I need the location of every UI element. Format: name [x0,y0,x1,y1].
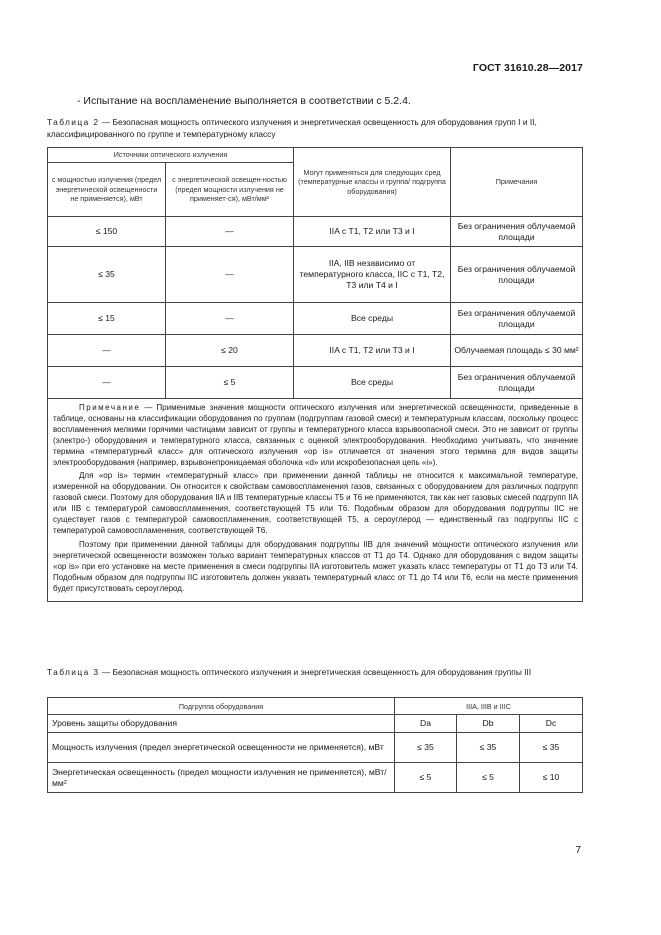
row-label: Уровень защиты оборудования [48,715,395,733]
subgroup-values-header: IIIA, IIIB и IIIC [395,698,583,715]
subgroup-header: Подгруппа оборудования [48,698,395,715]
cell-c: ≤ 35 [520,733,583,763]
document-code: ГОСТ 31610.28—2017 [472,62,583,74]
col2-header: с энергетической освещен-ностью (предел мощности излучения не применяет-ся), мВт/мм² [166,163,294,217]
table2-note [48,399,583,602]
cell-a: ≤ 35 [395,733,457,763]
table-row [48,715,583,733]
cell-c1: ≤ 150 [48,217,166,247]
cell-c4: Без ограничения облучаемой площади [451,217,583,247]
cell-c4: Без ограничения облучаемой площади [451,367,583,399]
col4-header: Примечания [451,148,583,217]
cell-a: Da [395,715,457,733]
table3-caption-text: — Безопасная мощность оптического излучения и энергетическая освещенность для оборудования группы III [99,667,532,677]
cell-c1: — [48,335,166,367]
cell-c3: IIA с T1, T2 или T3 и I [294,217,451,247]
table3-caption [47,667,582,679]
note-p1-text: — Применимые значения мощности оптического излучения или энергетической освещенности, приведенные в таблице, основаны на классификации оборудования по группам (подгруппам газовой смеси) и температурным классам, поскольку процесс воспламенения мелкими горячими частицами зависит от группы и температурного класса взрывоопасной смеси. Это не зависит от группы (электро-) оборудования и температурного класса, связанных с оценкой электрооборудования. Необходимо учитывать, что значение термина «температурный класс» для оптического излучения «op is» отличается от значения этого термина для видов защиты электрооборудования (например, взрывонепроницаемая оболочка «d» или искробезопасная цепь «i»). [53,403,579,467]
cell-c4: Без ограничения облучаемой площади [451,303,583,335]
cell-b: ≤ 35 [457,733,520,763]
table-row [48,303,583,335]
table-row [48,733,583,763]
cell-c4: Облучаемая площадь ≤ 30 мм² [451,335,583,367]
table2 [47,147,583,602]
cell-c3: IIA с T1, T2 или T3 и I [294,335,451,367]
cell-c2: ≤ 20 [166,335,294,367]
table-row [48,217,583,247]
table2-header-row [48,148,583,163]
cell-c2: — [166,303,294,335]
table2-note-row [48,399,583,602]
cell-c2: — [166,247,294,303]
table-row [48,763,583,793]
table2-caption [47,117,582,140]
cell-c: ≤ 10 [520,763,583,793]
table2-caption-text: — Безопасная мощность оптического излучения и энергетическая освещенность для оборудования групп I и II, классифицированного по группе и температурному классу [47,117,537,139]
cell-c: Dc [520,715,583,733]
table-row [48,247,583,303]
col-group-header: Источники оптического излучения [48,148,294,163]
intro-text: - Испытание на воспламенение выполняется в соответствии с 5.2.4. [77,95,411,107]
cell-c3: IIA, IIB независимо от температурного класса, IIC с T1, T2, T3 или T4 и I [294,247,451,303]
note-paragraph-3: Поэтому при применении данной таблицы для оборудования подгруппы IIB для значений мощности оптического излучения или энергетической освещенности возможен только вариант температурных классов от T1 до T4. Однако для оборудования с видом защиты «op is» при его установке на месте применения в смеси подгруппы IIA изготовитель может указать класс температуры от T1 до T3 или T4. Подобным образом для подгруппы IIC изготовитель должен указать температурный класс от T1 до T4 или T6, если на месте применения будет присутствовать сероуглерод. [53,539,579,593]
note-label: Примечание [79,403,141,412]
cell-c1: ≤ 35 [48,247,166,303]
cell-a: ≤ 5 [395,763,457,793]
table3-header-row [48,698,583,715]
cell-c3: Все среды [294,303,451,335]
page-number: 7 [575,845,581,856]
cell-c2: ≤ 5 [166,367,294,399]
table2-caption-label: Таблица 2 [47,117,100,127]
cell-b: Db [457,715,520,733]
note-paragraph-2: Для «op is» термин «температурный класс» при применении данной таблицы не относится к максимальной температуре, измеренной на оборудовании. Он относится к свойствам самовоспламенения газов, связанных с оборудованием для различных подгрупп газовой смеси. Поэтому для оборудования IIA и IIB температурные классы T5 и T6 не применяются, так как нет газовых смесей подгрупп IIA или IIB с температурой самовоспламенения, соответствующей T5 или T6. Подобным образом для оборудования подгруппы IIC не существует газов с температурой самовоспламенения, соответствующей T5, а сероуглерод — единственный газ подгруппы IIC с температурой самовоспламенения, соответствующей T6. [53,471,579,535]
cell-c3: Все среды [294,367,451,399]
cell-c1: — [48,367,166,399]
row-label: Мощность излучения (предел энергетической освещенности не применяется), мВт [48,733,395,763]
cell-b: ≤ 5 [457,763,520,793]
cell-c1: ≤ 15 [48,303,166,335]
row-label: Энергетическая освещенность (предел мощности излучения не применяется), мВт/мм² [48,763,395,793]
col1-header: с мощностью излучения (предел энергетической освещенности не применяется), мВт [48,163,166,217]
cell-c4: Без ограничения облучаемой площади [451,247,583,303]
table-row [48,335,583,367]
cell-c2: — [166,217,294,247]
note-paragraph-1 [53,403,578,468]
table3-caption-label: Таблица 3 [47,667,100,677]
table3 [47,697,583,793]
col3-header: Могут применяться для следующих сред (температурные классы и группа/ подгруппа оборудования) [294,148,451,217]
table-row [48,367,583,399]
